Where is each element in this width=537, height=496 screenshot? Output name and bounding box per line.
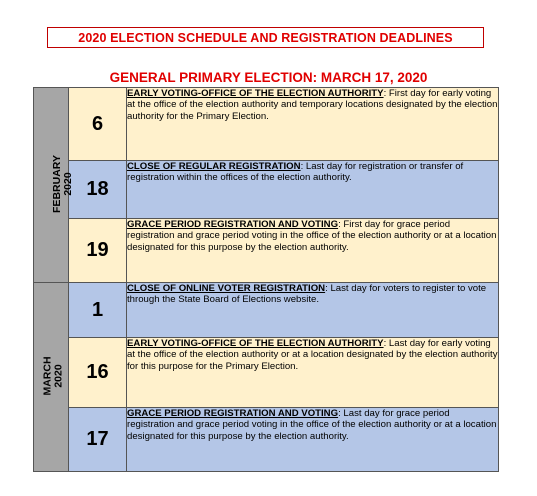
day-number: 19 [69, 219, 127, 283]
table-row [34, 408, 499, 472]
event-text: : Last day for grace period registration and grace period voting in the office of the election authority or at a location designated for this purpose by the election authority. [127, 408, 497, 442]
event-heading: EARLY VOTING-OFFICE OF THE ELECTION AUTHORITY [127, 338, 384, 349]
schedule-table [33, 87, 499, 472]
event-text: : First day for early voting at the office of the election authority and temporary locations designated by the election authority for the Primary Election. [127, 88, 498, 122]
event-description [127, 161, 499, 219]
day-number: 16 [69, 338, 127, 408]
election-subtitle: GENERAL PRIMARY ELECTION: MARCH 17, 2020 [109, 70, 428, 85]
event-heading: GRACE PERIOD REGISTRATION AND VOTING [127, 219, 339, 230]
event-description [127, 283, 499, 338]
table-row [34, 88, 499, 161]
table-row [34, 161, 499, 219]
month-cell-march [34, 283, 69, 472]
month-label [43, 356, 65, 395]
event-text: : Last day for registration or transfer of registration within the offices of the election authority. [127, 161, 464, 184]
event-text: : Last day for voters to register to vote through the State Board of Elections website. [127, 283, 487, 306]
event-heading: CLOSE OF ONLINE VOTER REGISTRATION [127, 283, 326, 294]
event-text: : Last day for early voting at the office of the election authority or at a location designated by the election authority for this purpose for the Primary Election. [127, 338, 498, 372]
month-year: 2020 [61, 172, 74, 196]
event-description [127, 408, 499, 472]
day-number: 18 [69, 161, 127, 219]
event-text: : First day for grace period registration and grace period voting in the office of the election authority or at a location designated for this purpose by the election authority. [127, 219, 497, 253]
table-row [34, 338, 499, 408]
event-description [127, 219, 499, 283]
event-heading: CLOSE OF REGULAR REGISTRATION [127, 161, 301, 172]
event-heading: GRACE PERIOD REGISTRATION AND VOTING [127, 408, 339, 419]
event-heading: EARLY VOTING-OFFICE OF THE ELECTION AUTHORITY [127, 88, 384, 99]
day-number: 6 [69, 88, 127, 161]
table-row [34, 219, 499, 283]
table-row [34, 283, 499, 338]
event-description [127, 338, 499, 408]
month-cell-february [34, 88, 74, 283]
day-number: 17 [69, 408, 127, 472]
month-label [52, 155, 74, 213]
event-description [127, 88, 499, 161]
document-title: 2020 ELECTION SCHEDULE AND REGISTRATION DEADLINES [47, 27, 484, 48]
month-year: 2020 [52, 364, 65, 388]
day-number: 1 [69, 283, 127, 338]
month-name: FEBRUARY [50, 155, 63, 213]
month-name: MARCH [41, 356, 54, 396]
